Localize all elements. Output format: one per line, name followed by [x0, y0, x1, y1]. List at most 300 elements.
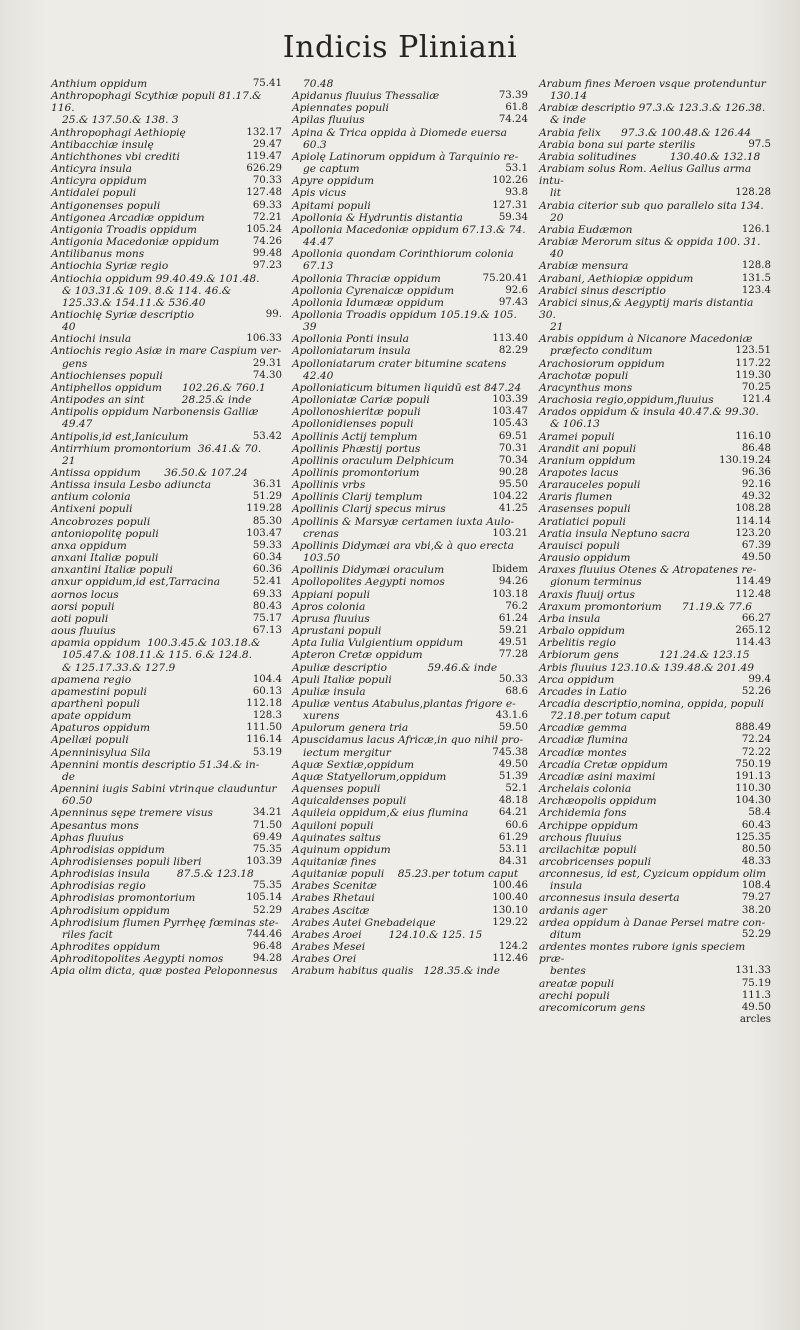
entry-page-ref: 104.30 — [735, 795, 771, 807]
entry-term: Arabici sinus,& Aegyptij maris distantia 30. — [539, 296, 757, 321]
index-entry — [292, 406, 528, 418]
entry-term: Aquæ Statyellorum,oppidum — [292, 770, 447, 783]
entry-term: Arabia felix 97.3.& 100.48.& 126.44 — [539, 126, 752, 139]
index-entry — [539, 467, 771, 479]
entry-term: Apollinis & Marsyæ certamen iuxta Aulo- — [292, 515, 515, 528]
entry-page-ref: 92.16 — [741, 479, 771, 491]
entry-page-ref: 29.47 — [252, 138, 282, 150]
index-entry — [51, 224, 282, 236]
index-entry — [539, 868, 771, 880]
entry-page-ref: 105.14 — [246, 892, 282, 904]
index-entry — [292, 431, 528, 443]
index-entry — [51, 917, 282, 929]
index-entry — [292, 953, 528, 965]
entry-term: Arachosiorum oppidum — [539, 357, 665, 370]
index-entry — [292, 260, 528, 272]
index-entry — [539, 783, 771, 795]
index-entry — [292, 528, 528, 540]
entry-term: anxa oppidum — [51, 539, 127, 552]
entry-term: Apiolę Latinorum oppidum à Tarquinio re- — [292, 150, 519, 163]
entry-page-ref: 71.50 — [252, 819, 282, 831]
entry-term: arconnesus insula deserta — [539, 892, 680, 905]
entry-term: anxantini Italiæ populi — [51, 564, 173, 577]
entry-term: Aphrodisias oppidum — [51, 843, 165, 856]
entry-page-ref: arcles — [739, 1014, 771, 1026]
entry-term: Apollonia Troadis oppidum 105.19.& 105. — [292, 308, 517, 321]
index-entry — [539, 686, 771, 698]
index-entry — [292, 345, 528, 357]
index-entry — [539, 880, 771, 892]
entry-page-ref: 102.26 — [492, 175, 528, 187]
entry-term: Anthropophagi Aethiopię — [51, 126, 186, 139]
entry-page-ref: 43.1.6 — [495, 710, 528, 722]
index-entry — [51, 200, 282, 212]
index-entry — [539, 394, 771, 406]
index-entry — [51, 807, 282, 819]
index-entry — [292, 273, 528, 285]
entry-term: Antissa insula Lesbo adiuncta — [51, 479, 212, 492]
entry-term: Antilibanus mons — [51, 248, 145, 261]
index-entry — [539, 1002, 771, 1014]
index-entry — [539, 273, 771, 285]
index-entry — [539, 637, 771, 649]
entry-page-ref: 75.20.41 — [482, 272, 528, 284]
entry-page-ref: 111.3 — [741, 989, 771, 1001]
index-entry — [51, 856, 282, 868]
index-entry — [292, 418, 528, 430]
entry-term: Apilas fluuius — [292, 114, 365, 127]
index-entry — [51, 163, 282, 175]
index-entry — [539, 759, 771, 771]
entry-page-ref: 75.19 — [741, 977, 771, 989]
entry-page-ref: 72.21 — [252, 211, 282, 223]
entry-term: Apollinis Didymæi oraculum — [292, 564, 445, 577]
entry-term: Apidanus fluuius Thessaliæ — [292, 90, 440, 103]
entry-term: Aphrodisium oppidum — [51, 904, 170, 917]
entry-page-ref: 99. — [265, 308, 282, 320]
index-entry — [51, 491, 282, 503]
index-entry — [292, 333, 528, 345]
entry-page-ref: 50.33 — [498, 673, 528, 685]
entry-term: Antiochis regio Asiæ in mare Caspium ver- — [51, 345, 282, 358]
entry-page-ref: 60.13 — [252, 685, 282, 697]
index-entry — [539, 187, 771, 199]
entry-page-ref: 67.13 — [252, 625, 282, 637]
entry-page-ref: 80.50 — [741, 843, 771, 855]
index-entry — [51, 78, 282, 90]
entry-term: Aphrodisias insula 87.5.& 123.18 — [51, 868, 254, 881]
entry-page-ref: 86.48 — [741, 442, 771, 454]
index-entry — [51, 844, 282, 856]
entry-page-ref: 85.30 — [252, 515, 282, 527]
entry-page-ref: 99.4 — [748, 673, 771, 685]
entry-page-ref: 51.39 — [498, 770, 528, 782]
entry-term: 60.50 — [62, 795, 93, 808]
index-entry — [292, 90, 528, 102]
index-entry — [539, 455, 771, 467]
index-entry — [292, 540, 528, 552]
entry-term: antium colonia — [51, 491, 131, 504]
entry-term: Arbis fluuius 123.10.& 139.48.& 201.49 — [539, 661, 754, 674]
entry-term: Arabum fines Meroen vsque protenduntur — [539, 78, 766, 90]
entry-term: Apuliæ ventus Atabulus,plantas frigore e- — [292, 697, 516, 710]
entry-page-ref: 117.22 — [735, 357, 771, 369]
entry-term: Apteron Cretæ oppidum — [292, 649, 423, 662]
entry-term: apamia oppidum 100.3.45.& 103.18.& — [51, 637, 261, 650]
index-entry — [51, 528, 282, 540]
index-entry — [51, 285, 282, 297]
entry-term: Apollinis Clarij specus mirus — [292, 503, 446, 516]
index-entry — [539, 1014, 771, 1026]
entry-term: Arabia solitudines 130.40.& 132.18 — [539, 150, 761, 163]
entry-term: Arausio oppidum — [539, 552, 631, 565]
index-entry — [51, 187, 282, 199]
entry-term: Arbelitis regio — [539, 637, 616, 650]
index-entry — [539, 698, 771, 710]
entry-term: Apollonia Ponti insula — [292, 333, 409, 346]
index-entry — [292, 844, 528, 856]
entry-page-ref: 52.41 — [252, 576, 282, 588]
entry-term: ardea oppidum à Danae Persei matre con- — [539, 916, 766, 929]
index-entry — [51, 820, 282, 832]
index-entry — [292, 795, 528, 807]
entry-page-ref: 70.25 — [741, 381, 771, 393]
index-entry — [292, 892, 528, 904]
index-entry — [292, 965, 528, 977]
entry-term: Aprustani populi — [292, 625, 382, 638]
entry-term: 42.40 — [303, 369, 334, 382]
index-entry — [292, 285, 528, 297]
index-entry — [539, 990, 771, 1002]
index-entry — [292, 868, 528, 880]
index-entry — [51, 273, 282, 285]
index-entry — [539, 832, 771, 844]
index-entry — [539, 552, 771, 564]
entry-term: Apenninisylua Sila — [51, 746, 151, 759]
index-entry — [539, 212, 771, 224]
entry-term: Apollonia Cyrenaicæ oppidum — [292, 284, 455, 297]
entry-term: Antibacchiæ insulę — [51, 138, 154, 151]
entry-term: Arbalo oppidum — [539, 625, 625, 638]
index-entry — [51, 662, 282, 674]
entry-term: arconnesus, id est, Cyzicum oppidum olim — [539, 868, 767, 881]
entry-term: Arabes Autei Gnebadeique — [292, 916, 436, 929]
index-entry — [51, 929, 282, 941]
index-entry — [51, 516, 282, 528]
index-entry — [539, 200, 771, 212]
entry-term: Aphroditopolites Aegypti nomos — [51, 953, 224, 966]
entry-term: aous fluuius — [51, 625, 116, 638]
entry-term: Apennini iugis Sabini vtrinque clauduntur — [51, 783, 277, 796]
index-entry — [51, 370, 282, 382]
index-entry — [292, 394, 528, 406]
entry-page-ref: 104.4 — [252, 673, 282, 685]
entry-page-ref: 99.48 — [252, 248, 282, 260]
index-entry — [51, 151, 282, 163]
entry-term: bentes — [550, 965, 586, 978]
entry-page-ref: 52.26 — [741, 685, 771, 697]
index-entry — [292, 722, 528, 734]
entry-term: Antirrhium promontorium 36.41.& 70. — [51, 442, 262, 455]
entry-term: Apollinis Phæstij portus — [292, 442, 421, 455]
entry-term: Antigonia Troadis oppidum — [51, 223, 197, 236]
index-entry — [539, 844, 771, 856]
entry-page-ref: 128.3 — [252, 710, 282, 722]
entry-page-ref: 61.24 — [498, 612, 528, 624]
index-column-2 — [292, 78, 528, 978]
entry-page-ref: 74.30 — [252, 369, 282, 381]
entry-term: Arcadia Cretæ oppidum — [539, 758, 668, 771]
index-entry — [51, 321, 282, 333]
index-entry — [51, 905, 282, 917]
entry-term: Araxum promontorium 71.19.& 77.6 — [539, 600, 752, 613]
entry-page-ref: 100.40 — [492, 892, 528, 904]
index-entry — [539, 856, 771, 868]
index-entry — [292, 309, 528, 321]
entry-page-ref: 60.34 — [252, 552, 282, 564]
index-entry — [292, 175, 528, 187]
entry-term: Arauisci populi — [539, 539, 620, 552]
entry-term: Arcadiæ flumina — [539, 734, 628, 747]
index-entry — [539, 285, 771, 297]
entry-term: Apis vicus — [292, 187, 347, 200]
index-entry — [539, 370, 771, 382]
entry-page-ref: 59.50 — [498, 722, 528, 734]
entry-term: Aquiloni populi — [292, 819, 374, 832]
index-entry — [51, 394, 282, 406]
entry-term: Apulorum genera tria — [292, 722, 409, 735]
entry-term: 49.47 — [62, 418, 93, 431]
entry-page-ref: Ibidem — [491, 564, 528, 576]
entry-term: 60.3 — [303, 138, 327, 151]
entry-term: Arabiam solus Rom. Aelius Gallus arma intu- — [539, 163, 755, 188]
entry-term: Apollonia & Hydruntis distantia — [292, 211, 463, 224]
entry-term: Aranium oppidum — [539, 454, 636, 467]
index-column-3 — [539, 78, 771, 1026]
entry-term: riles facit — [62, 928, 113, 941]
index-entry — [51, 868, 282, 880]
index-entry — [292, 187, 528, 199]
index-entry — [292, 200, 528, 212]
index-entry — [539, 78, 771, 90]
entry-page-ref: 745.38 — [492, 746, 528, 758]
index-entry — [539, 710, 771, 722]
index-entry — [292, 747, 528, 759]
entry-page-ref: 112.18 — [246, 697, 282, 709]
index-entry — [292, 649, 528, 661]
entry-page-ref: 104.22 — [492, 491, 528, 503]
entry-page-ref: 126.1 — [741, 223, 771, 235]
entry-page-ref: 36.31 — [252, 479, 282, 491]
index-entry — [539, 418, 771, 430]
index-entry — [539, 406, 771, 418]
index-entry — [51, 747, 282, 759]
index-entry — [292, 163, 528, 175]
entry-page-ref: 96.48 — [252, 941, 282, 953]
entry-term: Arcadiæ asini maximi — [539, 770, 656, 783]
entry-term: Apollonia Thraciæ oppidum — [292, 272, 441, 285]
index-entry — [539, 892, 771, 904]
index-entry — [292, 710, 528, 722]
index-entry — [539, 807, 771, 819]
entry-term: lit — [550, 187, 562, 200]
entry-page-ref: 51.29 — [252, 491, 282, 503]
index-entry — [51, 418, 282, 430]
entry-page-ref: 105.43 — [492, 418, 528, 430]
entry-page-ref: 888.49 — [735, 722, 771, 734]
entry-page-ref: 123.51 — [735, 345, 771, 357]
entry-page-ref: 70.33 — [252, 175, 282, 187]
index-entry — [539, 905, 771, 917]
entry-page-ref: 73.39 — [498, 90, 528, 102]
entry-term: Apta Iulia Vulgientium oppidum — [292, 637, 464, 650]
index-entry — [51, 455, 282, 467]
entry-term: Arabani, Aethiopiæ oppidum — [539, 272, 694, 285]
entry-page-ref: 94.28 — [252, 953, 282, 965]
entry-term: 20 — [550, 211, 564, 224]
entry-term: Arcadia descriptio,nomina, oppida, populi — [539, 697, 765, 710]
index-entry — [539, 747, 771, 759]
index-entry — [292, 151, 528, 163]
entry-page-ref: 49.50 — [498, 758, 528, 770]
entry-term: Apolloniatarum insula — [292, 345, 411, 358]
index-entry — [51, 771, 282, 783]
entry-page-ref: 41.25 — [498, 503, 528, 515]
entry-page-ref: 127.48 — [246, 187, 282, 199]
index-entry — [292, 552, 528, 564]
index-entry — [51, 260, 282, 272]
entry-page-ref: 53.1 — [505, 163, 528, 175]
entry-term: Antiochię Syriæ descriptio — [51, 308, 194, 321]
entry-term: Arcadiæ montes — [539, 746, 627, 759]
entry-term: Arapotes lacus — [539, 467, 619, 479]
entry-term: Aphrodisium flumen Pyrrhęę fœminas ste- — [51, 916, 279, 929]
index-entry — [292, 576, 528, 588]
entry-page-ref: 72.24 — [741, 734, 771, 746]
entry-term: Apollopolites Aegypti nomos — [292, 576, 445, 589]
index-entry — [292, 601, 528, 613]
entry-page-ref: 132.17 — [246, 126, 282, 138]
entry-page-ref: 76.2 — [505, 600, 528, 612]
entry-term: Antigonea Arcadiæ oppidum — [51, 211, 205, 224]
entry-term: insula — [550, 880, 583, 893]
index-entry — [539, 139, 771, 151]
entry-term: Archelais colonia — [539, 783, 632, 796]
index-entry — [539, 771, 771, 783]
entry-term: Arabici sinus descriptio — [539, 284, 666, 297]
entry-term: 103.50 — [303, 552, 341, 565]
index-entry — [292, 941, 528, 953]
entry-page-ref: 60.43 — [741, 819, 771, 831]
entry-term: 72.18.per totum caput — [550, 710, 671, 723]
index-entry — [539, 443, 771, 455]
index-entry — [51, 710, 282, 722]
index-entry — [51, 431, 282, 443]
entry-term: Ararauceles populi — [539, 479, 641, 492]
entry-term: apamestini populi — [51, 685, 147, 698]
index-entry — [539, 674, 771, 686]
index-entry — [51, 309, 282, 321]
index-entry — [539, 151, 771, 163]
entry-term: 40 — [550, 248, 564, 261]
index-entry — [539, 260, 771, 272]
index-entry — [539, 236, 771, 248]
index-entry — [539, 345, 771, 357]
index-entry — [51, 333, 282, 345]
entry-page-ref: 96.36 — [741, 467, 771, 478]
index-entry — [292, 759, 528, 771]
entry-page-ref: 69.33 — [252, 588, 282, 600]
entry-term: Aquitaniæ fines — [292, 856, 377, 868]
entry-page-ref: 114.14 — [735, 515, 771, 527]
index-entry — [51, 552, 282, 564]
entry-page-ref: 74.26 — [252, 236, 282, 248]
index-entry — [292, 929, 528, 941]
entry-term: Apollonia quondam Corinthiorum colonia — [292, 248, 514, 261]
index-entry — [292, 662, 528, 674]
entry-term: 70.48 — [303, 78, 334, 90]
index-entry — [292, 637, 528, 649]
entry-term: Aphrodites oppidum — [51, 941, 161, 954]
index-entry — [51, 114, 282, 126]
entry-page-ref: 93.8 — [505, 187, 528, 199]
entry-page-ref: 106.33 — [246, 333, 282, 345]
entry-term: antoniopolitę populi — [51, 527, 159, 540]
entry-term: Aquileia oppidum,& eius flumina — [292, 807, 469, 820]
entry-term: Apollinis promontorium — [292, 467, 420, 479]
entry-page-ref: 112.48 — [735, 588, 771, 600]
entry-term: Antipolis,id est,Ianiculum — [51, 430, 189, 443]
index-entry — [51, 601, 282, 613]
entry-term: Antiochia oppidum 99.40.49.& 101.48. — [51, 272, 260, 285]
index-entry — [539, 431, 771, 443]
entry-term: Aramei populi — [539, 430, 615, 443]
index-entry — [539, 649, 771, 661]
entry-term: aoti populi — [51, 612, 109, 625]
index-entry — [292, 613, 528, 625]
index-entry — [539, 516, 771, 528]
entry-term: arechi populi — [539, 989, 610, 1002]
entry-page-ref: 111.50 — [246, 722, 282, 734]
entry-term: Apolloniatæ Cariæ populi — [292, 394, 430, 407]
entry-term: 105.47.& 108.11.& 115. 6.& 124.8. — [62, 649, 253, 662]
entry-term: Apolloniatarum crater bitumine scatens — [292, 357, 507, 370]
entry-page-ref: 90.28 — [498, 467, 528, 478]
entry-term: Apuscidamus lacus Africæ,in quo nihil pro- — [292, 734, 524, 747]
entry-page-ref: 75.35 — [252, 880, 282, 892]
entry-term: Ancobrozes populi — [51, 515, 151, 528]
index-entry — [292, 820, 528, 832]
entry-term: Apina & Trica oppida à Diomede euersa — [292, 126, 507, 139]
entry-term: Apaturos oppidum — [51, 722, 151, 735]
entry-term: 25.& 137.50.& 138. 3 — [62, 114, 179, 127]
index-entry — [292, 212, 528, 224]
index-entry — [292, 455, 528, 467]
index-entry — [292, 880, 528, 892]
entry-term: apamena regio — [51, 673, 132, 686]
entry-term: Apollinis Didymæi ara vbi,& à quo erecta — [292, 539, 514, 552]
entry-term: Arandit ani populi — [539, 442, 637, 455]
entry-term: Arabes Rhetaui — [292, 892, 375, 905]
entry-term: Aprusa fluuius — [292, 612, 370, 625]
entry-term: anxur oppidum,id est,Tarracina — [51, 576, 221, 589]
entry-term: Arabes Ascitæ — [292, 904, 370, 917]
entry-term: archous fluuius — [539, 831, 622, 844]
entry-term: Aphrodisias regio — [51, 880, 146, 893]
index-entry — [539, 114, 771, 126]
entry-term: Antiochienses populi — [51, 369, 163, 382]
entry-term: & 125.17.33.& 127.9 — [62, 661, 176, 674]
